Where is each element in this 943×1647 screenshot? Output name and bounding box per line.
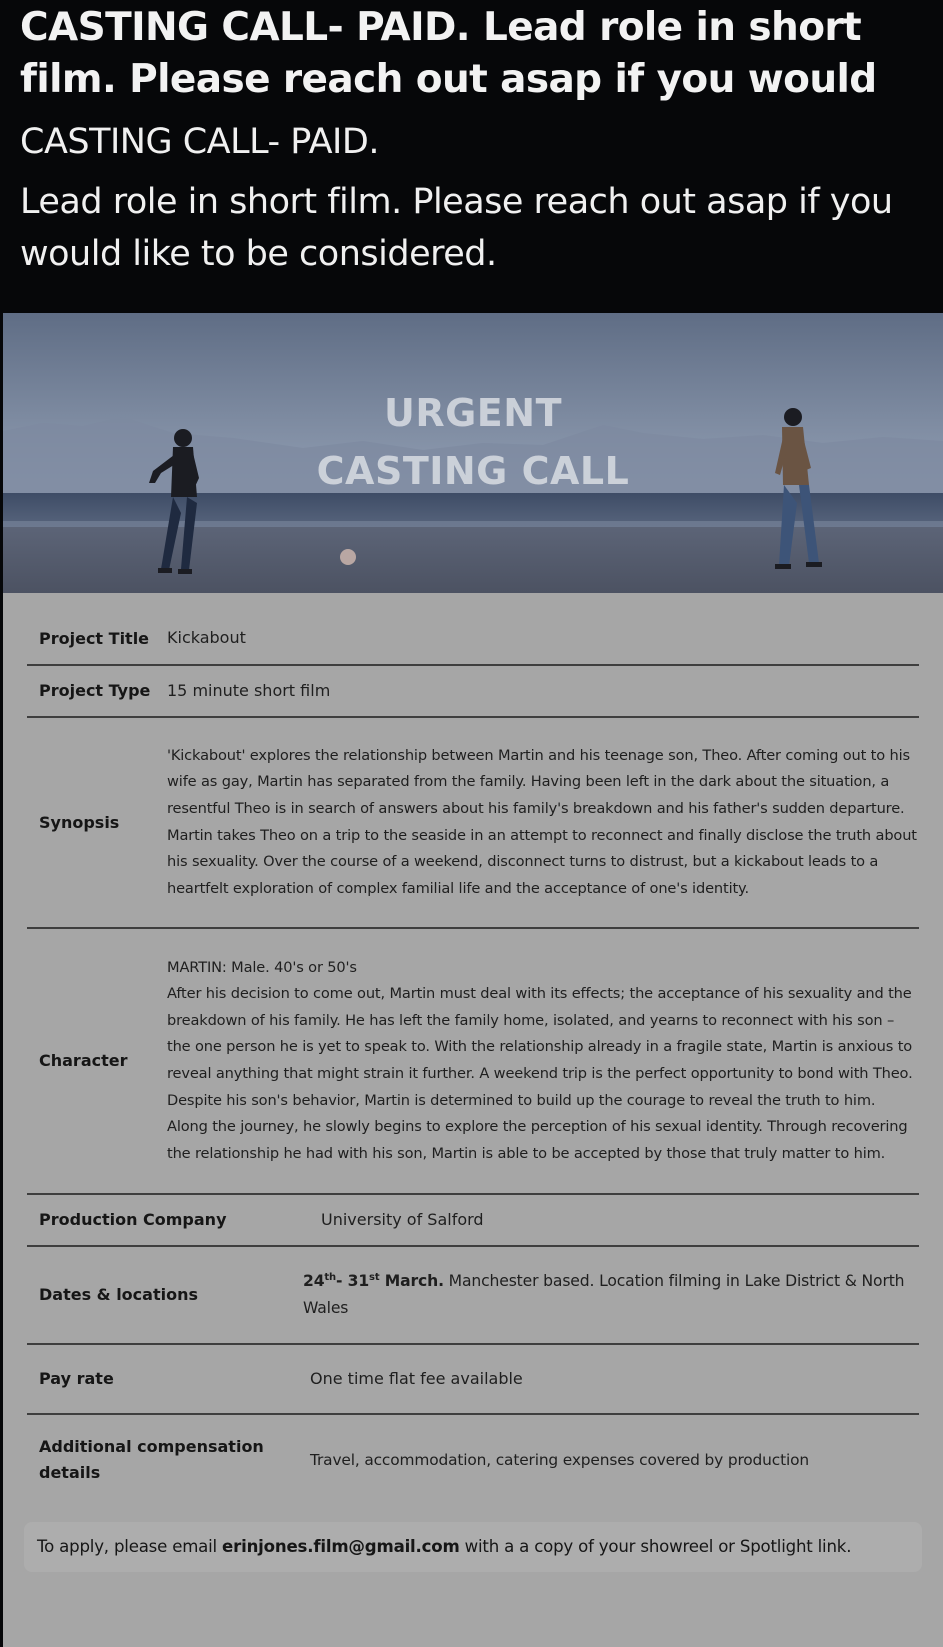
production-company-label: Production Company (39, 1210, 227, 1229)
apply-instructions (24, 1522, 922, 1572)
row-character (27, 929, 919, 1195)
row-dates-locations (27, 1247, 919, 1345)
project-type-label: Project Type (39, 681, 151, 700)
project-title-label: Project Title (39, 628, 150, 648)
post-body (20, 116, 930, 280)
football (340, 549, 356, 565)
production-company-value: University of Salford (321, 1209, 484, 1229)
apply-prefix: To apply, please email (37, 1537, 223, 1556)
apply-suffix: with a a copy of your showreel or Spotlight link. (459, 1537, 852, 1556)
post-title: CASTING CALL- PAID. Lead role in short film. Please reach out asap if you would (20, 5, 877, 102)
row-pay-rate (27, 1345, 919, 1415)
dates-locations-text: Manchester based. Location filming in Lake District & North Wales (303, 1272, 905, 1317)
character-label: Character (39, 1051, 128, 1070)
synopsis-label: Synopsis (39, 812, 120, 832)
character-value: After his decision to come out, Martin must deal with its effects; the acceptance of his sexuality and the breakdown of his family. He has left the family home, isolated, and yearns to reconnect with his son – the one person he is yet to speak to. With the relationship already in a fragile state, Martin is anxious to reveal anything that might strain it further. A weekend trip is the perfect opportunity to bond with Theo. Despite his son's behavior, Martin is determined to build up the courage to reveal the truth to him. Along the journey, he slowly begins to explore the perception of his sexual identity. Through recovering the relationship he had with his son, Martin is able to be accepted by those that truly matter to him. (167, 985, 913, 1162)
compensation-label: Additional compensation details (39, 1437, 264, 1482)
pay-rate-label: Pay rate (39, 1369, 114, 1388)
casting-flyer-image (3, 313, 943, 1647)
character-description (167, 955, 919, 1168)
post-body-line-2: Lead role in short film. Please reach out asap if you would like to be considered. (20, 182, 893, 274)
apply-email: erinjones.film@gmail.com (222, 1537, 460, 1556)
project-title-value: Kickabout (167, 628, 246, 648)
dates-range: 24th- 31st March. (303, 1272, 444, 1291)
sand (3, 527, 943, 593)
post-header (20, 0, 930, 280)
row-synopsis (27, 718, 919, 929)
banner-title-casting-call: CASTING CALL (316, 449, 630, 493)
project-details-table (27, 613, 919, 1505)
banner-title-urgent: URGENT (384, 391, 562, 435)
synopsis-value: 'Kickabout' explores the relationship between Martin and his teenage son, Theo. After coming out to his wife as gay, Martin has separated from the family. Having been left in the dark about the situation, a resentful Theo is in search of answers about his family's breakdown and his father's sudden departure. Martin takes Theo on a trip to the seaside in an attempt to reconnect and finally disclose the truth about his sexuality. Over the course of a weekend, disconnect turns to distrust, but a kickabout leads to a heartfelt exploration of complex familial life and the acceptance of one's identity. (167, 746, 917, 897)
row-project-type (27, 666, 919, 718)
dates-label: Dates & locations (39, 1285, 198, 1304)
flyer-banner (3, 313, 943, 593)
project-type-value: 15 minute short film (167, 680, 331, 700)
post-body-line-1: CASTING CALL- PAID. (20, 122, 379, 162)
character-heading: MARTIN: Male. 40's or 50's (167, 958, 357, 976)
row-production-company (27, 1195, 919, 1247)
row-additional-compensation (27, 1415, 919, 1505)
dates-value (303, 1268, 919, 1321)
row-project-title (27, 613, 919, 666)
surf (3, 521, 943, 527)
compensation-value: Travel, accommodation, catering expenses covered by production (310, 1450, 809, 1469)
pay-rate-value: One time flat fee available (310, 1368, 523, 1388)
